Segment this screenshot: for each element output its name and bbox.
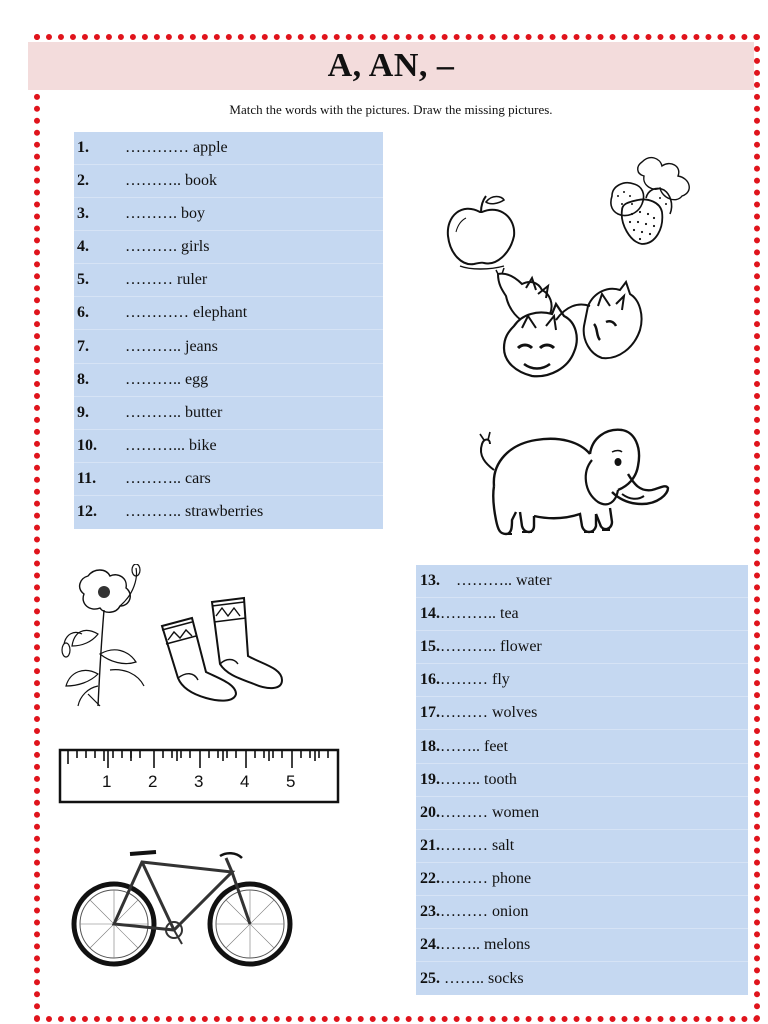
item-number: 6. (77, 304, 89, 322)
list-item (416, 697, 748, 730)
ruler-label: 1 (102, 772, 112, 791)
item-number: 18. (420, 737, 440, 755)
item-number: 1. (77, 139, 89, 157)
list-item (416, 565, 748, 598)
item-number: 16. (420, 671, 440, 689)
list-item (74, 496, 383, 529)
item-text: ………. girls (125, 238, 210, 256)
list-item (416, 896, 748, 929)
item-text: ……… onion (440, 902, 529, 920)
item-text: ……….. book (125, 172, 217, 190)
list-item (74, 330, 383, 363)
item-text: ……… women (440, 803, 540, 821)
list-item (416, 598, 748, 631)
item-number: 5. (77, 271, 89, 289)
ruler-label: 2 (148, 772, 158, 791)
item-number: 21. (420, 836, 440, 854)
item-text: ………. boy (125, 205, 205, 223)
strawberries-picture (602, 152, 698, 248)
item-text: ……….. water (440, 572, 552, 590)
item-text: ……….. jeans (125, 337, 218, 355)
list-item (74, 231, 383, 264)
list-item (74, 397, 383, 430)
right-word-list (416, 565, 748, 995)
list-item (416, 730, 748, 763)
item-number: 15. (420, 638, 440, 656)
list-item (416, 863, 748, 896)
list-item (74, 198, 383, 231)
item-text: …….. feet (440, 737, 508, 755)
bike-picture (70, 846, 296, 968)
list-item (74, 132, 383, 165)
item-text: ……… fly (440, 671, 510, 689)
item-text: ………… elephant (125, 304, 248, 322)
flower-picture (54, 564, 154, 710)
item-text: …….. melons (440, 936, 531, 954)
instruction-text: Match the words with the pictures. Draw the missing pictures. (229, 102, 553, 117)
item-number: 2. (77, 172, 89, 190)
item-number: 19. (420, 770, 440, 788)
item-number: 9. (77, 403, 89, 421)
list-item (74, 297, 383, 330)
left-word-list (74, 132, 383, 529)
item-text: ………… apple (125, 139, 228, 157)
ruler-label: 3 (194, 772, 204, 791)
page-title: A, AN, – (327, 47, 455, 84)
list-item (416, 929, 748, 962)
item-number: 11. (77, 469, 97, 487)
item-text: ……….. cars (125, 469, 211, 487)
list-item (74, 463, 383, 496)
item-number: 25. (420, 969, 440, 987)
item-text: …….. tooth (440, 770, 517, 788)
ruler-picture (58, 748, 340, 804)
list-item (416, 962, 748, 995)
item-text: ……….. butter (125, 403, 223, 421)
item-number: 8. (77, 370, 89, 388)
list-item (416, 631, 748, 664)
list-item (74, 165, 383, 198)
item-text: ……….. egg (125, 370, 209, 388)
item-text: ……….. tea (440, 605, 519, 623)
list-item (74, 264, 383, 297)
item-number: 4. (77, 238, 89, 256)
item-text: ……… ruler (125, 271, 208, 289)
item-number: 10. (77, 436, 97, 454)
item-number: 14. (420, 605, 440, 623)
item-number: 7. (77, 337, 89, 355)
list-item (416, 664, 748, 697)
socks-picture (158, 594, 286, 704)
list-item (416, 797, 748, 830)
item-number: 3. (77, 205, 89, 223)
item-number: 24. (420, 936, 440, 954)
apple-picture (440, 192, 524, 272)
item-number: 20. (420, 803, 440, 821)
list-item (74, 364, 383, 397)
wolves-picture (494, 266, 650, 382)
item-number: 22. (420, 869, 440, 887)
item-text: ……… phone (440, 869, 532, 887)
item-number: 13. (420, 572, 440, 590)
item-text: ……… salt (440, 836, 515, 854)
item-number: 23. (420, 902, 440, 920)
list-item (416, 764, 748, 797)
title-bar (28, 42, 754, 90)
item-text: ……….. strawberries (125, 503, 264, 521)
item-number: 12. (77, 503, 97, 521)
list-item (416, 830, 748, 863)
list-item (74, 430, 383, 463)
item-text: …….. socks (440, 969, 524, 987)
ruler-label: 5 (286, 772, 296, 791)
elephant-picture (472, 420, 672, 542)
item-number: 17. (420, 704, 440, 722)
ruler-label: 4 (240, 772, 250, 791)
item-text: ………... bike (125, 436, 217, 454)
item-text: ……… wolves (440, 704, 538, 722)
item-text: ……….. flower (440, 638, 542, 656)
